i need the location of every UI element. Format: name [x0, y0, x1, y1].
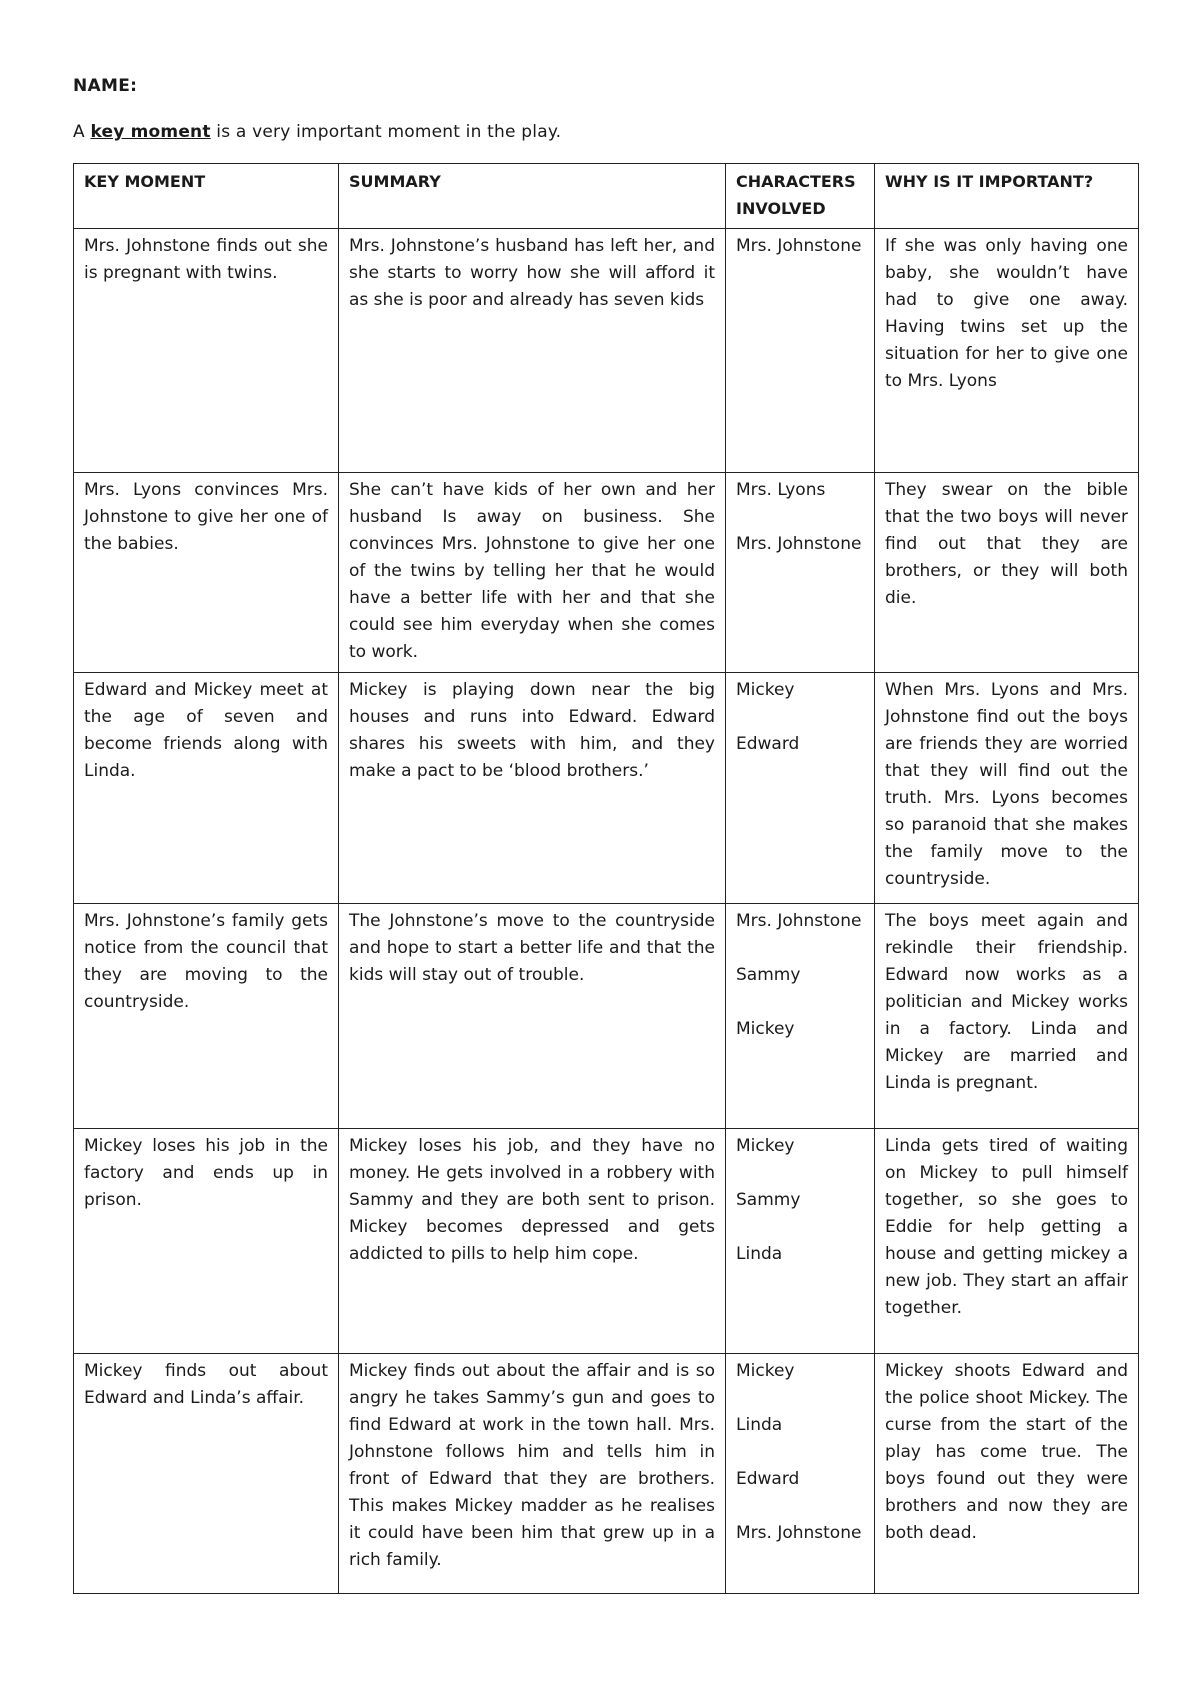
key-moment-cell: Edward and Mickey meet at the age of seven and become friends along with Linda. — [74, 673, 339, 904]
name-label: NAME: — [73, 76, 138, 96]
header-why: WHY IS IT IMPORTANT? — [875, 164, 1139, 229]
why-cell: Mickey shoots Edward and the police shoot Mickey. The curse from the start of the play has come true. The boys found out they were brothers and now they are both dead. — [875, 1354, 1139, 1594]
characters-cell — [726, 904, 875, 1129]
key-term: key moment — [90, 122, 211, 142]
summary-cell: Mickey finds out about the affair and is so angry he takes Sammy’s gun and goes to find Edward at work in the town hall. Mrs. Johnstone follows him and tells him in front of Edward that they are brothers. This makes Mickey madder as he realises it could have been him that grew up in a rich family. — [339, 1354, 726, 1594]
summary-cell: Mickey is playing down near the big houses and runs into Edward. Edward shares his sweets with him, and they make a pact to be ‘blood brothers.’ — [339, 673, 726, 904]
character-name: Sammy — [736, 965, 801, 985]
key-moment-cell: Mickey loses his job in the factory and ends up in prison. — [74, 1129, 339, 1354]
characters-cell — [726, 473, 875, 673]
summary-cell: The Johnstone’s move to the countryside and hope to start a better life and that the kids will stay out of trouble. — [339, 904, 726, 1129]
character-name: Mickey — [736, 1019, 795, 1039]
why-cell: Linda gets tired of waiting on Mickey to pull himself together, so she goes to Eddie for help getting a house and getting mickey a new job. They start an affair together. — [875, 1129, 1139, 1354]
characters-cell — [726, 1354, 875, 1594]
table-row — [74, 673, 1139, 904]
why-cell: They swear on the bible that the two boys will never find out that they are brothers, or they will both die. — [875, 473, 1139, 673]
character-name: Mrs. Johnstone — [736, 1523, 862, 1543]
table-row — [74, 904, 1139, 1129]
key-moment-cell: Mrs. Lyons convinces Mrs. Johnstone to give her one of the babies. — [74, 473, 339, 673]
intro-prefix: A — [73, 122, 91, 142]
character-name: Linda — [736, 1244, 783, 1264]
why-cell: When Mrs. Lyons and Mrs. Johnstone find out the boys are friends they are worried that they will find out the truth. Mrs. Lyons becomes so paranoid that she makes the family move to the countryside. — [875, 673, 1139, 904]
characters-cell — [726, 673, 875, 904]
table-header-row — [74, 164, 1139, 229]
intro-suffix: is a very important moment in the play. — [210, 122, 562, 142]
key-moment-cell: Mickey finds out about Edward and Linda’s affair. — [74, 1354, 339, 1594]
header-characters: CHARACTERS INVOLVED — [726, 164, 875, 229]
why-cell: If she was only having one baby, she wouldn’t have had to give one away. Having twins set up the situation for her to give one to Mrs. Lyons — [875, 229, 1139, 473]
header-key-moment: KEY MOMENT — [74, 164, 339, 229]
character-name: Mrs. Johnstone — [736, 911, 862, 931]
character-name: Edward — [736, 734, 800, 754]
character-name: Mrs. Johnstone — [736, 236, 862, 256]
table-row — [74, 1129, 1139, 1354]
table-row — [74, 229, 1139, 473]
characters-cell — [726, 229, 875, 473]
key-moment-cell: Mrs. Johnstone finds out she is pregnant with twins. — [74, 229, 339, 473]
character-name: Linda — [736, 1415, 783, 1435]
character-name: Mrs. Lyons — [736, 480, 826, 500]
character-name: Edward — [736, 1469, 800, 1489]
header-summary: SUMMARY — [339, 164, 726, 229]
character-name: Mickey — [736, 1136, 795, 1156]
summary-cell: She can’t have kids of her own and her husband Is away on business. She convinces Mrs. Johnstone to give her one of the twins by telling her that he would have a better life with her and that she could see him everyday when she comes to work. — [339, 473, 726, 673]
why-cell: The boys meet again and rekindle their friendship. Edward now works as a politician and Mickey works in a factory. Linda and Mickey are married and Linda is pregnant. — [875, 904, 1139, 1129]
intro-text — [73, 122, 561, 142]
character-name: Mickey — [736, 680, 795, 700]
table-row — [74, 473, 1139, 673]
key-moment-cell: Mrs. Johnstone’s family gets notice from the council that they are moving to the countryside. — [74, 904, 339, 1129]
character-name: Mrs. Johnstone — [736, 534, 862, 554]
characters-cell — [726, 1129, 875, 1354]
summary-cell: Mickey loses his job, and they have no money. He gets involved in a robbery with Sammy and they are both sent to prison. Mickey becomes depressed and gets addicted to pills to help him cope. — [339, 1129, 726, 1354]
character-name: Mickey — [736, 1361, 795, 1381]
summary-cell: Mrs. Johnstone’s husband has left her, and she starts to worry how she will afford it as she is poor and already has seven kids — [339, 229, 726, 473]
character-name: Sammy — [736, 1190, 801, 1210]
key-moments-table — [73, 163, 1139, 1594]
table-row — [74, 1354, 1139, 1594]
